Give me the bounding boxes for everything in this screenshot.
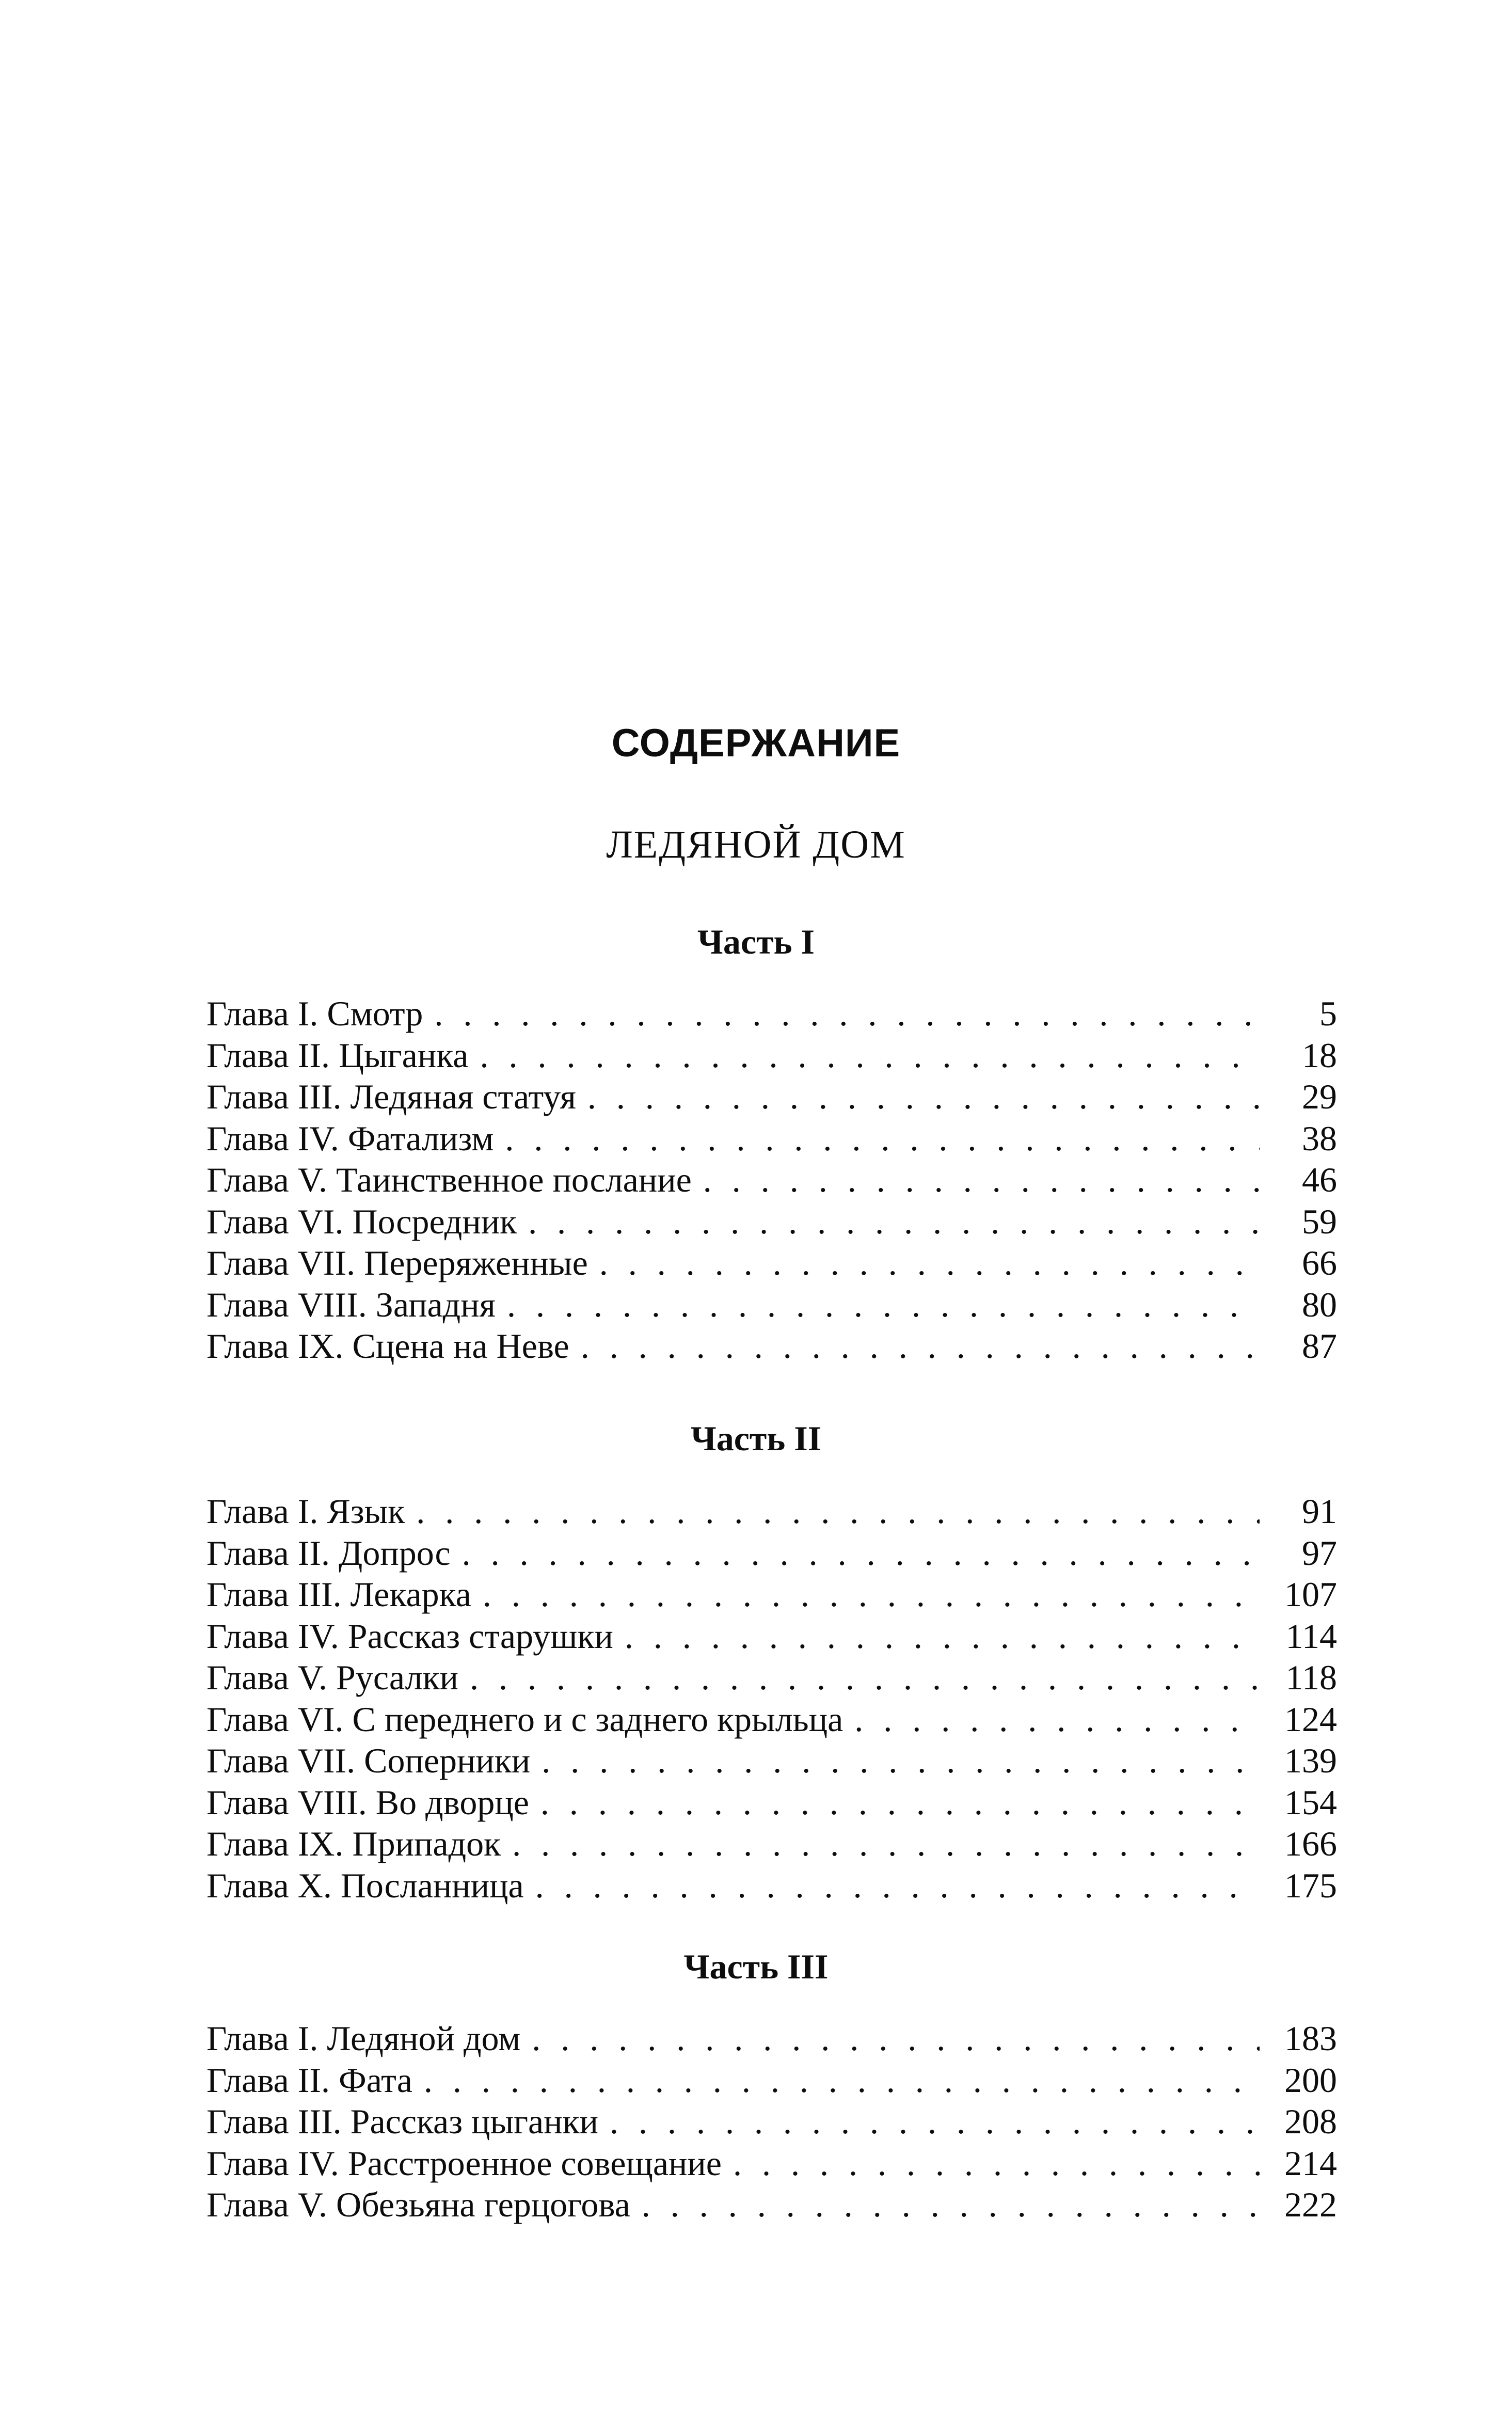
page-number: 222 [1284, 2185, 1337, 2224]
toc-entry [206, 1532, 1337, 1574]
dot-leader [483, 1574, 1260, 1615]
chapter-title: Глава IV. Фатализм [206, 1118, 494, 1158]
part-2-heading: Часть II [690, 1419, 822, 1458]
dot-leader [507, 1284, 1260, 1325]
page-number: 18 [1302, 1035, 1337, 1075]
toc-entry [206, 1574, 1337, 1615]
toc-entry [206, 1242, 1337, 1284]
toc-entry [206, 2143, 1337, 2184]
dot-leader [416, 1491, 1260, 1532]
page-number: 38 [1302, 1118, 1337, 1158]
toc-entry [206, 2059, 1337, 2101]
dot-leader [703, 1159, 1260, 1200]
page-number: 214 [1284, 2143, 1337, 2183]
chapter-title: Глава IX. Сцена на Неве [206, 1326, 569, 1366]
dot-leader [625, 1615, 1260, 1657]
toc-entry [206, 1699, 1337, 1740]
toc-entry [206, 1159, 1337, 1201]
page-number: 5 [1319, 994, 1337, 1033]
dot-leader [480, 1035, 1260, 1076]
chapter-title: Глава III. Лекарка [206, 1575, 471, 1614]
dot-leader [535, 1865, 1260, 1906]
toc-entry [206, 1782, 1337, 1824]
toc-entry [206, 2101, 1337, 2143]
part-1-heading: Часть I [697, 922, 815, 961]
chapter-title: Глава VI. С переднего и с заднего крыльца [206, 1699, 843, 1739]
chapter-title: Глава III. Рассказ цыганки [206, 2102, 599, 2141]
dot-leader [434, 993, 1260, 1034]
toc-entry [206, 2184, 1337, 2226]
part-3-heading: Часть III [683, 1947, 829, 1986]
contents-heading: СОДЕРЖАНИЕ [611, 721, 901, 765]
page-number: 114 [1285, 1616, 1337, 1656]
chapter-title: Глава III. Ледяная статуя [206, 1077, 576, 1116]
chapter-title: Глава I. Ледяной дом [206, 2019, 521, 2058]
chapter-title: Глава VIII. Во дворце [206, 1782, 529, 1822]
page-number: 124 [1284, 1699, 1337, 1739]
toc-entry [206, 1076, 1337, 1118]
dot-leader [470, 1657, 1260, 1698]
toc-entry [206, 1201, 1337, 1243]
chapter-title: Глава V. Таинственное послание [206, 1160, 692, 1199]
book-title: ЛЕДЯНОЙ ДОМ [606, 823, 906, 866]
toc-entry [206, 2018, 1337, 2059]
page-number: 154 [1284, 1782, 1337, 1822]
page-number: 59 [1302, 1201, 1337, 1241]
dot-leader [540, 1782, 1260, 1823]
page-number: 200 [1284, 2060, 1337, 2100]
toc-entry [206, 1035, 1337, 1076]
dot-leader [581, 1325, 1260, 1367]
page-number: 91 [1302, 1492, 1337, 1531]
chapter-title: Глава VIII. Западня [206, 1285, 496, 1324]
toc-entry [206, 1325, 1337, 1367]
chapter-title: Глава IX. Припадок [206, 1824, 501, 1863]
page-number: 66 [1302, 1243, 1337, 1282]
page-number: 175 [1284, 1865, 1337, 1905]
chapter-title: Глава V. Русалки [206, 1658, 459, 1697]
page-number: 139 [1284, 1741, 1337, 1780]
dot-leader [854, 1699, 1260, 1740]
page-number: 183 [1284, 2019, 1337, 2058]
dot-leader [532, 2018, 1260, 2059]
chapter-title: Глава IV. Рассказ старушки [206, 1616, 613, 1656]
toc-entry [206, 1491, 1337, 1532]
dot-leader [505, 1118, 1260, 1159]
toc-entry [206, 993, 1337, 1035]
chapter-title: Глава VII. Переряженные [206, 1243, 588, 1282]
toc-entry [206, 1657, 1337, 1699]
toc-entry [206, 1118, 1337, 1160]
chapter-title: Глава I. Язык [206, 1492, 405, 1531]
chapter-title: Глава II. Цыганка [206, 1035, 469, 1075]
dot-leader [587, 1076, 1260, 1117]
page-number: 80 [1302, 1285, 1337, 1324]
chapter-title: Глава IV. Расстроенное совещание [206, 2143, 722, 2183]
dot-leader [542, 1740, 1260, 1781]
page-number: 87 [1302, 1326, 1337, 1366]
chapter-title: Глава VI. Посредник [206, 1201, 517, 1241]
dot-leader [599, 1242, 1260, 1283]
dot-leader [462, 1532, 1260, 1574]
toc-entry [206, 1865, 1337, 1907]
dot-leader [528, 1201, 1260, 1242]
chapter-title: Глава V. Обезьяна герцогова [206, 2185, 630, 2224]
toc-entry [206, 1740, 1337, 1782]
part-1-chapter-list [206, 993, 1337, 1367]
page-number: 208 [1284, 2102, 1337, 2141]
dot-leader [610, 2101, 1260, 2142]
toc-entry [206, 1284, 1337, 1326]
part-2-chapter-list [206, 1491, 1337, 1906]
chapter-title: Глава II. Фата [206, 2060, 412, 2100]
page-number: 29 [1302, 1077, 1337, 1116]
part-3-chapter-list [206, 2018, 1337, 2226]
page-number: 166 [1284, 1824, 1337, 1863]
chapter-title: Глава X. Посланница [206, 1865, 524, 1905]
page-number: 118 [1285, 1658, 1337, 1697]
dot-leader [512, 1823, 1260, 1864]
page-number: 107 [1284, 1575, 1337, 1614]
chapter-title: Глава II. Допрос [206, 1533, 451, 1573]
page-number: 97 [1302, 1533, 1337, 1573]
toc-entry [206, 1823, 1337, 1865]
chapter-title: Глава VII. Соперники [206, 1741, 531, 1780]
dot-leader [424, 2059, 1260, 2101]
page-number: 46 [1302, 1160, 1337, 1199]
dot-leader [642, 2184, 1260, 2225]
chapter-title: Глава I. Смотр [206, 994, 423, 1033]
toc-entry [206, 1615, 1337, 1657]
dot-leader [733, 2143, 1260, 2184]
